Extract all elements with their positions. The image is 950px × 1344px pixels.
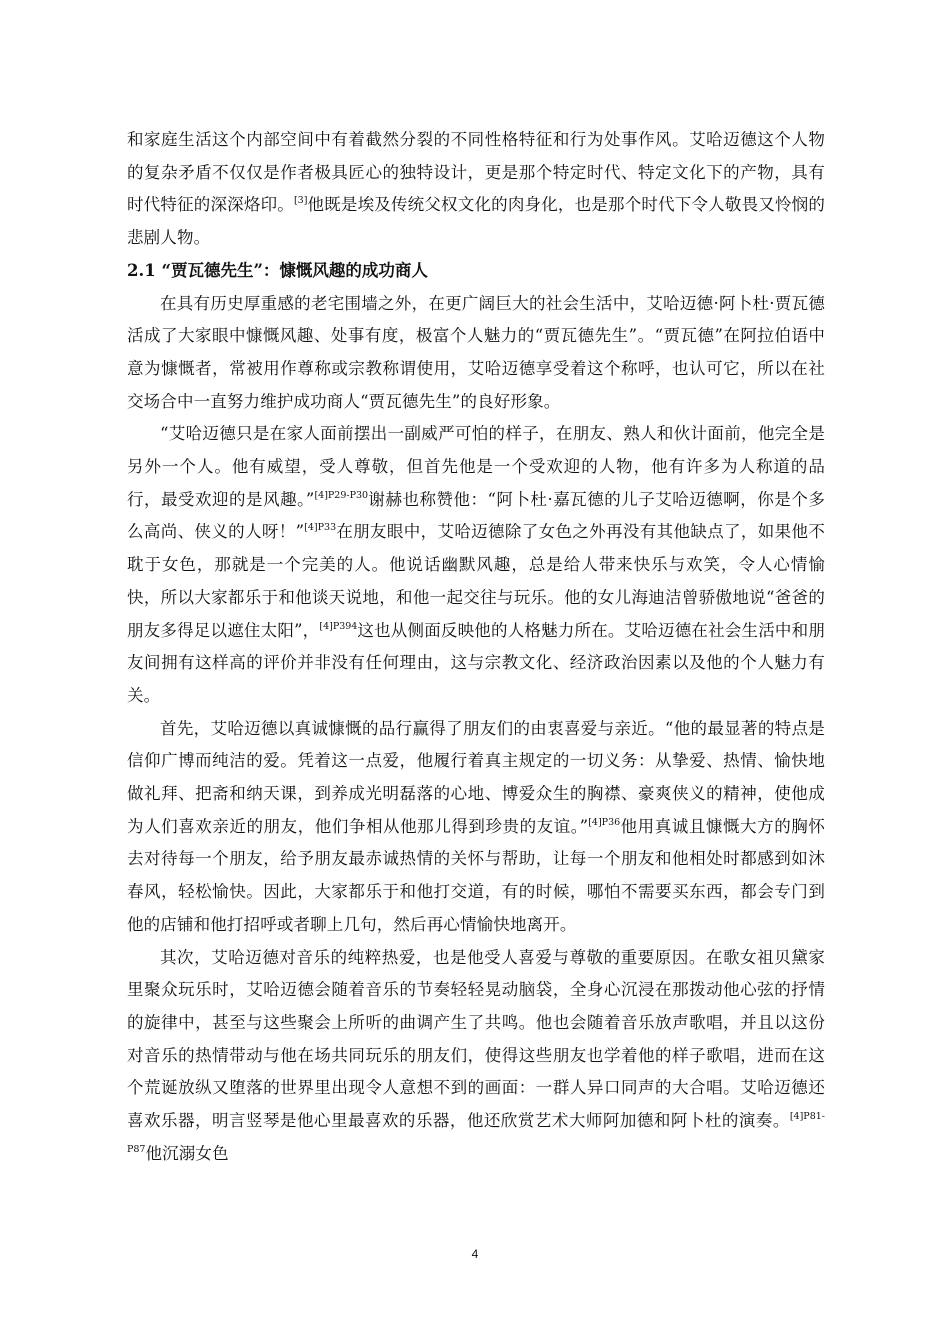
text-run: 在具有历史厚重感的老宅围墙之外，在更广阔巨大的社会生活中，艾哈迈德·阿卜杜·贾瓦德活成了大家眼中慷慨风趣、处事有度，极富个人魅力的“贾瓦德先生”。“贾瓦德”在阿拉伯语中意为慷慨者，常被用作尊称或宗教称谓使用，艾哈迈德享受着这个称呼，也认可它，所以在社交场合中一直努力维护成功商人“贾瓦德先生”的良好形象。	[127, 293, 825, 411]
text-run: 其次，艾哈迈德对音乐的纯粹热爱，也是他受人喜爱与尊敬的重要原因。在歌女祖贝黛家里聚众玩乐时，艾哈迈德会随着音乐的节奏轻轻晃动脑袋，全身心沉浸在那拨动他心弦的抒情的旋律中，甚至与这些聚会上所听的曲调产生了共鸣。他也会随着音乐放声歌唱，并且以这份对音乐的热情带动与他在场共同玩乐的朋友们，使得这些朋友也学着他的样子歌唱，进而在这个荒诞放纵又堕落的世界里出现令人意想不到的画面：一群人异口同声的大合唱。艾哈迈德还喜欢乐器，明言竖琴是他心里最喜欢的乐器，他还欣赏艺术大师阿加德和阿卜杜的演奏。	[127, 947, 825, 1131]
body-paragraph	[127, 942, 825, 1171]
text-run: 他用真诚且慷慨大方的胸怀去对待每一个朋友，给予朋友最赤诚热情的关怀与帮助，让每一个朋友和他相处时都感到如沐春风，轻松愉快。因此，大家都乐于和他打交道，有的时候，哪怕不需要买东西，都会专门到他的店铺和他打招呼或者聊上几句，然后再心情愉快地离开。	[127, 816, 825, 934]
citation-marker: [4]P29-P30	[314, 489, 369, 501]
body-paragraph	[127, 288, 825, 419]
text-run: 和家庭生活这个内部空间中有着截然分裂的不同性格特征和行为处事作风。艾哈迈德这个人物的复杂矛盾不仅仅是作者极具匠心的独特设计，更是那个特定时代、特定文化下的产物，具有时代特征的深深烙印。	[127, 130, 825, 215]
text-run: 这也从侧面反映他的人格魅力所在。艾哈迈德在社会生活中和朋友间拥有这样高的评价并非没有任何理由，这与宗教文化、经济政治因素以及他的个人魅力有关。	[127, 620, 825, 705]
citation-marker: [3]	[293, 195, 308, 207]
citation-marker: [4]P36	[588, 816, 621, 828]
text-run: 谢赫也称赞他：“阿卜杜·嘉瓦德的儿子艾哈迈德啊，你是个多么高尚、侠义的人呀！”	[127, 489, 825, 542]
page-number: 4	[471, 1247, 479, 1261]
text-run: 首先，艾哈迈德以真诚慷慨的品行赢得了朋友们的由衷喜爱与亲近。“他的最显著的特点是信仰广博而纯洁的爱。凭着这一点爱，他履行着真主规定的一切义务：从挚爱、热情、愉快地做礼拜、把斋和纳天课，到养成光明磊落的心地、博爱众生的胸襟、豪爽侠义的精神，使他成为人们喜欢亲近的朋友，他们争相从他那儿得到珍贵的友谊。”	[127, 718, 825, 836]
citation-marker: [4]P394	[319, 620, 358, 632]
body-paragraph	[127, 713, 825, 942]
body-paragraph	[127, 418, 825, 712]
text-run: 他既是埃及传统父权文化的肉身化，也是那个时代下令人敬畏又怜悯的悲剧人物。	[127, 195, 826, 248]
citation-marker: [4]P81-P87	[127, 1110, 825, 1155]
citation-marker: [4]P33	[304, 522, 337, 534]
text-run: 他沉溺女色	[145, 1143, 229, 1163]
document-body	[127, 124, 825, 1171]
text-run: 在朋友眼中，艾哈迈德除了女色之外再没有其他缺点了，如果他不耽于女色，那就是一个完美的人。他说话幽默风趣，总是给人带来快乐与欢笑，令人心情愉快，所以大家都乐于和他谈天说地，和他一起交往与玩乐。他的女儿海迪洁曾骄傲地说“爸爸的朋友多得足以遮住太阳”，	[127, 522, 825, 640]
text-run: 2.1 “贾瓦德先生”：慷慨风趣的成功商人	[127, 260, 428, 280]
section-heading	[127, 255, 825, 288]
text-run: “艾哈迈德只是在家人面前摆出一副威严可怕的样子，在朋友、熟人和伙计面前，他完全是另外一个人。他有威望，受人尊敬，但首先他是一个受欢迎的人物，他有许多为人称道的品行，最受欢迎的是风趣。”	[127, 424, 825, 509]
body-paragraph	[127, 124, 825, 255]
